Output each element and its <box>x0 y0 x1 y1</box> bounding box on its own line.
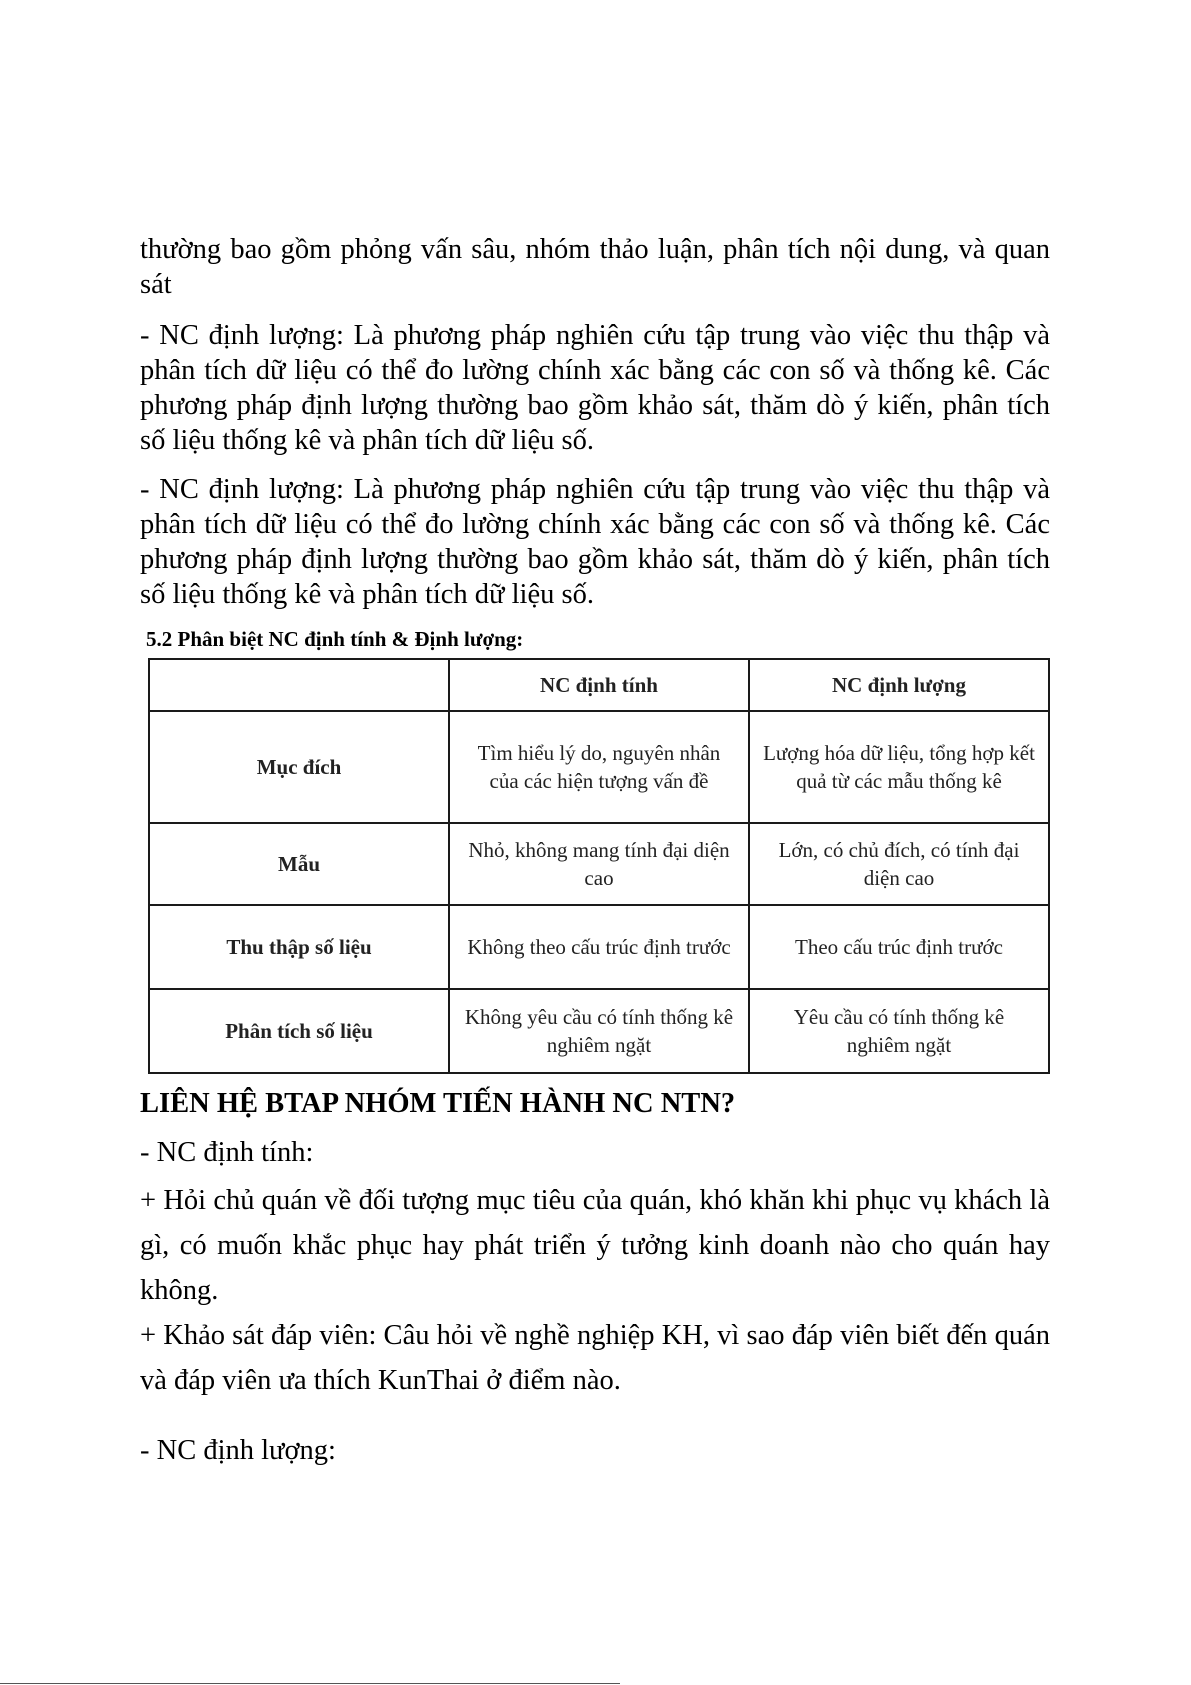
table-header-cell <box>149 659 449 711</box>
table-cell: Không theo cấu trúc định trước <box>449 905 749 989</box>
paragraph-text: - NC định lượng: <box>140 1435 336 1466</box>
table-cell: Lượng hóa dữ liệu, tổng hợp kết quả từ các mẫu thống kê <box>749 711 1049 823</box>
exercise-heading: LIÊN HỆ BTAP NHÓM TIẾN HÀNH NC NTN? <box>140 1088 736 1119</box>
footer-divider <box>0 1683 620 1684</box>
table-cell: Yêu cầu có tính thống kê nghiêm ngặt <box>749 989 1049 1073</box>
paragraph-text: - NC định lượng: Là phương pháp nghiên cứu tập trung vào việc thu thập và phân tích dữ liệu có thể đo lường chính xác bằng các con số và thống kê. Các phương pháp định lượng thường bao gồm khảo sát, thăm dò ý kiến, phân tích số liệu thống kê và phân tích dữ liệu số. <box>140 320 1050 456</box>
table-header-cell: NC định lượng <box>749 659 1049 711</box>
paragraph-text: thường bao gồm phỏng vấn sâu, nhóm thảo luận, phân tích nội dung, và quan sát <box>140 234 1050 300</box>
row-header-cell: Thu thập số liệu <box>149 905 449 989</box>
table-row <box>149 823 1049 905</box>
row-header-cell: Phân tích số liệu <box>149 989 449 1073</box>
table-row <box>149 711 1049 823</box>
table-row <box>149 989 1049 1073</box>
comparison-table <box>148 658 1050 1074</box>
paragraph-text: - NC định lượng: Là phương pháp nghiên cứu tập trung vào việc thu thập và phân tích dữ liệu có thể đo lường chính xác bằng các con số và thống kê. Các phương pháp định lượng thường bao gồm khảo sát, thăm dò ý kiến, phân tích số liệu thống kê và phân tích dữ liệu số. <box>140 474 1050 610</box>
paragraph-text: + Hỏi chủ quán về đối tượng mục tiêu của quán, khó khăn khi phục vụ khách là gì, có muốn khắc phục hay phát triển ý tưởng kinh doanh nào cho quán hay không. <box>140 1185 1050 1306</box>
table-header-row <box>149 659 1049 711</box>
line-qualitative-label <box>140 1130 1050 1175</box>
table-cell: Lớn, có chủ đích, có tính đại diện cao <box>749 823 1049 905</box>
paragraph-text: - NC định tính: <box>140 1137 314 1168</box>
paragraph-qualitative-methods-tail <box>140 232 1050 302</box>
table-row <box>149 905 1049 989</box>
table-header-cell: NC định tính <box>449 659 749 711</box>
paragraph-owner-interview <box>140 1178 1050 1313</box>
table-cell: Tìm hiểu lý do, nguyên nhân của các hiện tượng vấn đề <box>449 711 749 823</box>
table-cell: Theo cấu trúc định trước <box>749 905 1049 989</box>
row-header-cell: Mục đích <box>149 711 449 823</box>
line-quantitative-label <box>140 1428 1050 1473</box>
section-title: 5.2 Phân biệt NC định tính & Định lượng: <box>146 627 524 651</box>
paragraph-quantitative-definition-repeat <box>140 472 1050 612</box>
paragraph-quantitative-definition <box>140 318 1050 458</box>
row-header-cell: Mẫu <box>149 823 449 905</box>
table-cell: Không yêu cầu có tính thống kê nghiêm ngặt <box>449 989 749 1073</box>
table-cell: Nhỏ, không mang tính đại diện cao <box>449 823 749 905</box>
paragraph-text: + Khảo sát đáp viên: Câu hỏi về nghề nghiệp KH, vì sao đáp viên biết đến quán và đáp viên ưa thích KunThai ở điểm nào. <box>140 1320 1050 1396</box>
paragraph-respondent-survey <box>140 1313 1050 1403</box>
